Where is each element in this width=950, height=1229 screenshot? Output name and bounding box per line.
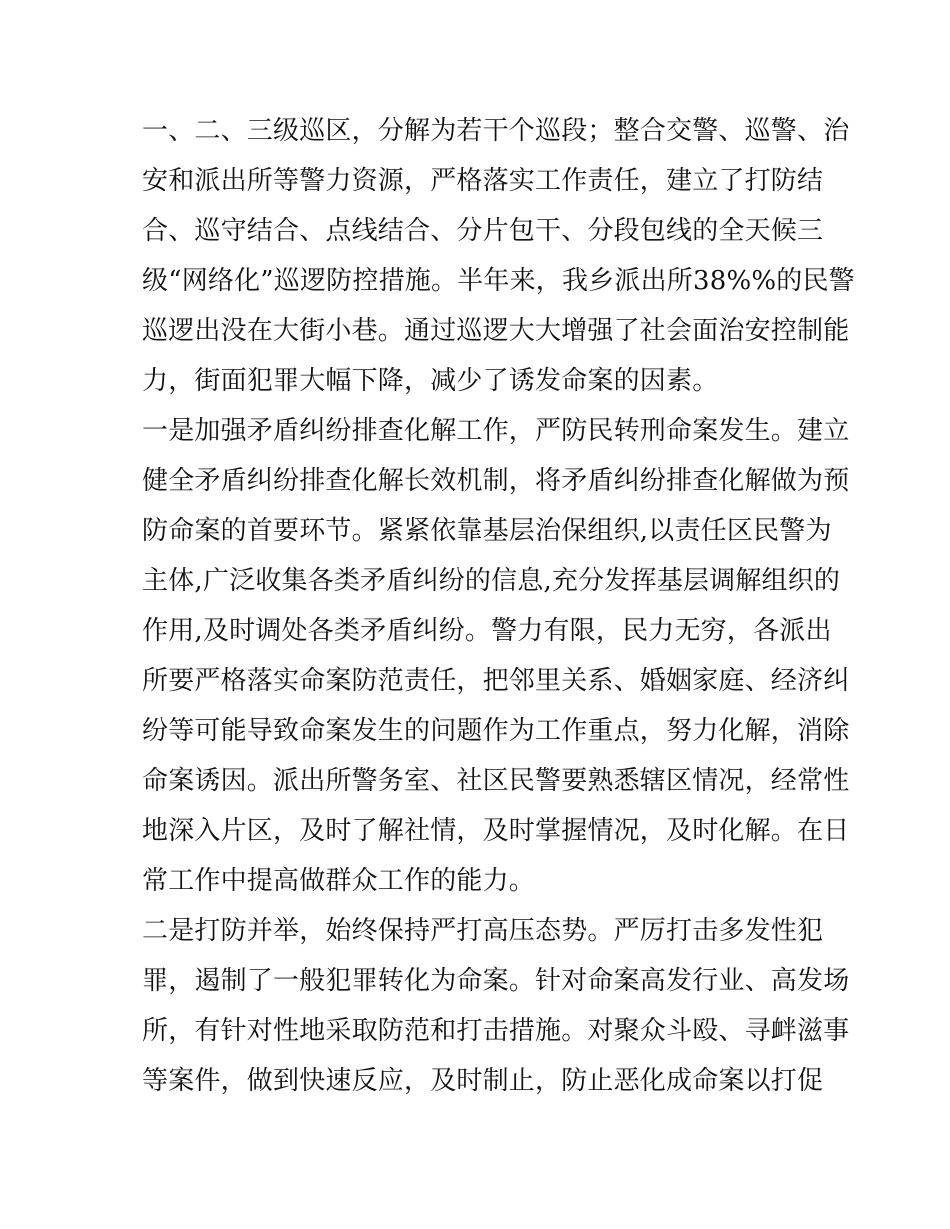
text-line-8: 健全矛盾纠纷排查化解长效机制，将矛盾纠纷排查化解做为预 bbox=[142, 466, 850, 496]
text-line-1: 一、二、三级巡区，分解为若干个巡段；整合交警、巡警、治 bbox=[142, 116, 850, 146]
text-line-19: 所，有针对性地采取防范和打击措施。对聚众斗殴、寻衅滋事 bbox=[142, 1016, 850, 1046]
text-line-5: 巡逻出没在大街小巷。通过巡逻大大增强了社会面治安控制能 bbox=[142, 316, 850, 346]
text-line-14: 命案诱因。派出所警务室、社区民警要熟悉辖区情况，经常性 bbox=[142, 766, 850, 796]
text-line-3: 合、巡守结合、点线结合、分片包干、分段包线的全天候三 bbox=[142, 216, 824, 246]
text-line-18: 罪，遏制了一般犯罪转化为命案。针对命案高发行业、高发场 bbox=[142, 966, 850, 996]
text-line-20: 等案件，做到快速反应，及时制止，防止恶化成命案以打促 bbox=[142, 1066, 824, 1096]
text-line-4: 级“网络化”巡逻防控措施。半年来，我乡派出所38%%的民警 bbox=[142, 266, 855, 296]
text-line-12: 所要严格落实命案防范责任，把邻里关系、婚姻家庭、经济纠 bbox=[142, 666, 850, 696]
text-line-2: 安和派出所等警力资源，严格落实工作责任，建立了打防结 bbox=[142, 166, 824, 196]
text-line-16: 常工作中提高做群众工作的能力。 bbox=[142, 866, 536, 896]
text-line-9: 防命案的首要环节。紧紧依靠基层治保组织,以责任区民警为 bbox=[142, 516, 832, 546]
text-line-6: 力，街面犯罪大幅下降，减少了诱发命案的因素。 bbox=[142, 366, 719, 396]
text-line-13: 纷等可能导致命案发生的问题作为工作重点，努力化解，消除 bbox=[142, 716, 850, 746]
text-line-15: 地深入片区，及时了解社情，及时掌握情况，及时化解。在日 bbox=[142, 816, 850, 846]
text-line-11: 作用,及时调处各类矛盾纠纷。警力有限，民力无穷，各派出 bbox=[142, 616, 832, 646]
text-line-10: 主体,广泛收集各类矛盾纠纷的信息,充分发挥基层调解组织的 bbox=[142, 566, 841, 596]
text-line-7: 一是加强矛盾纠纷排查化解工作，严防民转刑命案发生。建立 bbox=[142, 416, 850, 446]
text-line-17: 二是打防并举，始终保持严打高压态势。严厉打击多发性犯 bbox=[142, 916, 824, 946]
